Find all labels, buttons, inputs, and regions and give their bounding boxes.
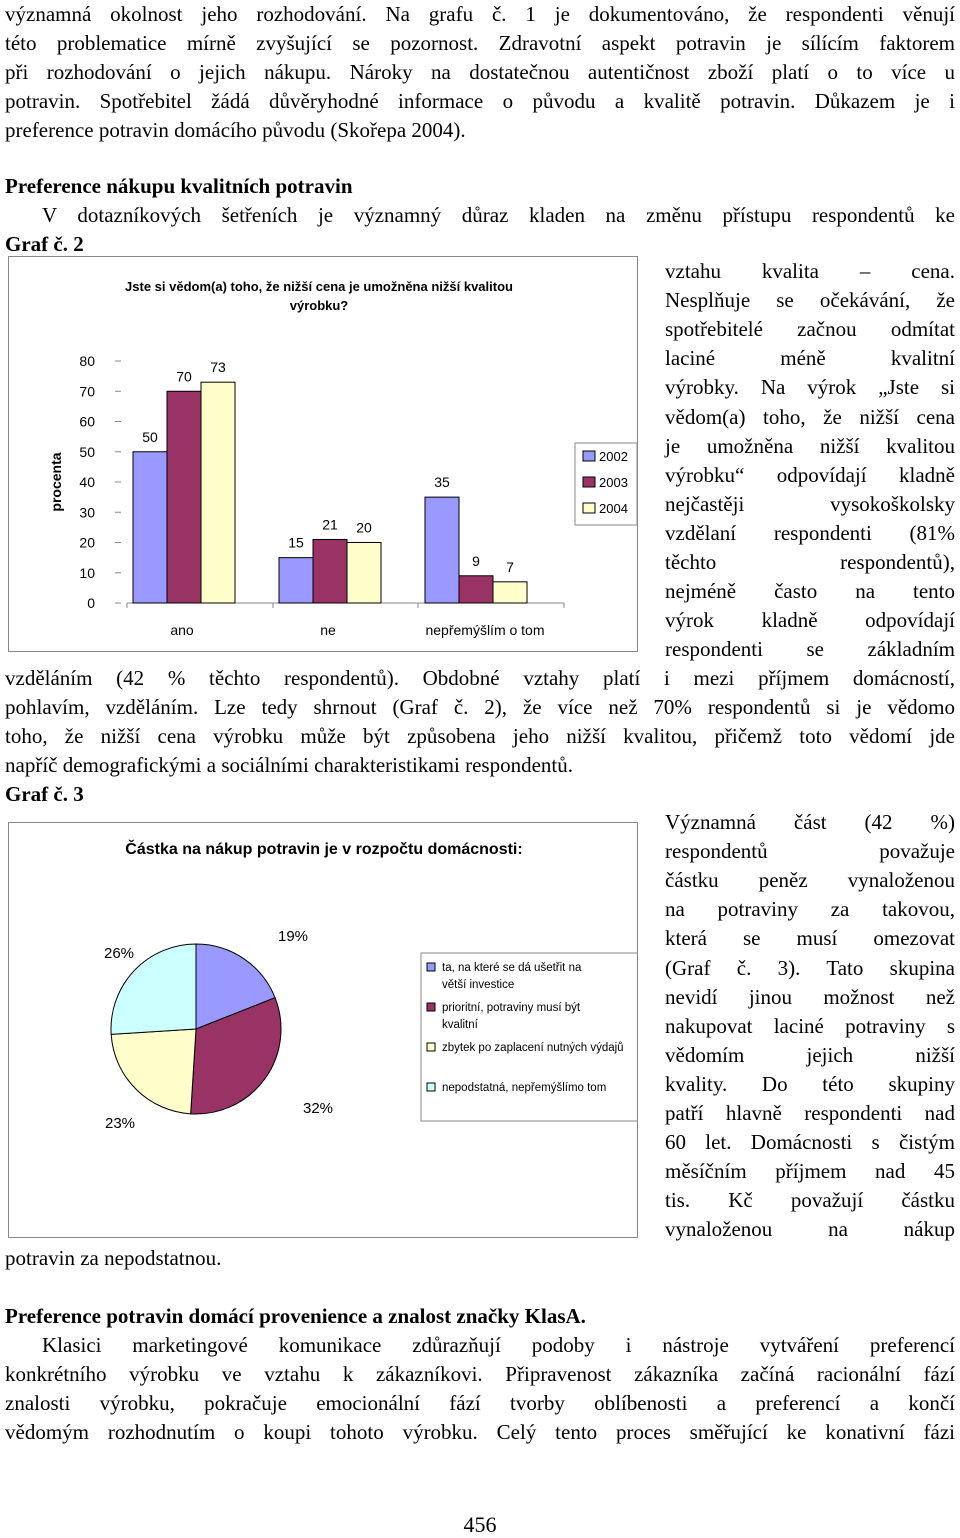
side-text-line: je umožněna nižší kvalitou [665, 433, 955, 458]
side-text-line: nejméně často na tento [665, 579, 955, 604]
legend-label: 2004 [599, 501, 628, 516]
slice-label: 19% [277, 928, 309, 945]
paragraph-line: potravin. Spotřebitel žádá důvěryhodné informace o původu a kvalitě potravin. Důkazem je i [5, 89, 955, 113]
side-text-line: 60 let. Domácnosti s čistým [665, 1130, 955, 1155]
side-text-line: vědomím jejich nižší [665, 1042, 955, 1067]
chart-title: Částka na nákup potravin je v rozpočtu domácnosti: [125, 841, 523, 858]
legend-swatch [427, 1083, 435, 1091]
side-text-line: tis. Kč považují částku [665, 1188, 955, 1213]
y-tick-label: 20 [79, 534, 95, 551]
y-axis-label: procenta [48, 452, 64, 512]
paragraph-line: toho, že nižší cena výrobku může být způsobena jeho nižší kvalitou, přičemž toto vědomí jde [5, 724, 955, 748]
side-text-line: vzdělaní respondenti (81% [665, 520, 955, 545]
paragraph-line: napříč demografickými a sociálními charakteristikami respondentů. [5, 753, 573, 777]
side-text-line: měsíčním příjmem nad 45 [665, 1159, 955, 1184]
data-label: 20 [356, 519, 372, 536]
side-text-line: na potraviny za takovou, [665, 897, 955, 922]
data-label: 50 [142, 428, 158, 445]
side-text-line: vědom(a) toho, že nižší cena [665, 404, 955, 429]
paragraph-line: významná okolnost jeho rozhodování. Na grafu č. 1 je dokumentováno, že respondenti věnují [5, 2, 955, 26]
legend-swatch [583, 503, 595, 513]
legend-label: nepodstatná, nepřemýšlímo tom [442, 1082, 607, 1094]
legend-label: 2003 [599, 475, 628, 490]
data-label: 21 [322, 516, 338, 533]
y-tick-label: 50 [79, 443, 95, 460]
y-tick-label: 40 [79, 474, 95, 490]
side-text-line: respondentů považuje [665, 839, 955, 864]
page-number: 456 [463, 1512, 497, 1537]
slice-label: 26% [103, 945, 135, 962]
x-category-label: nepřemýšlím o tom [425, 622, 545, 638]
section-heading: Preference nákupu kvalitních potravin [5, 174, 353, 198]
paragraph-line: preference potravin domácího původu (Skořepa 2004). [5, 118, 466, 142]
graf2-label: Graf č. 2 [5, 232, 84, 256]
side-text-line: Významná část (42 %) [665, 810, 955, 834]
paragraph-line: potravin za nepodstatnou. [5, 1246, 222, 1270]
legend-swatch [427, 1003, 435, 1011]
data-label: 70 [176, 368, 192, 385]
pie-chart-box [8, 822, 638, 1238]
chart-title: Jste si vědom(a) toho, že nižší cena je umožněna nižší kvalitou [125, 279, 513, 294]
paragraph-line: Klasici marketingové komunikace zdůrazňují podoby i nástroje vytváření preferencí [42, 1333, 955, 1357]
bar [167, 391, 201, 603]
side-text-line: výrobky. Na výrok „Jste si [665, 375, 955, 400]
side-text-line: výrok kladně odpovídají [665, 608, 955, 633]
bar [425, 497, 459, 603]
chart-title: výrobku? [289, 298, 349, 313]
side-text-line: která se musí omezovat [665, 926, 955, 951]
bar-chart [9, 257, 637, 651]
paragraph-line: vzděláním (42 % těchto respondentů). Obdobné vztahy platí i mezi příjmem domácností, [5, 666, 955, 690]
paragraph-line: při rozhodování o jejich nákupu. Nároky na dostatečnou autentičnost zboží platí o to více u [5, 60, 955, 84]
side-text-line: nakupovat laciné potraviny s [665, 1013, 955, 1038]
legend-swatch [427, 1043, 435, 1051]
side-text-line: patří hlavně respondenti nad [665, 1101, 955, 1125]
bar [347, 543, 381, 604]
legend-label: větší investice [442, 979, 515, 991]
bar [201, 382, 235, 603]
y-tick-label: 60 [79, 413, 95, 430]
bar [313, 539, 347, 603]
legend-swatch [583, 477, 595, 487]
data-label: 7 [506, 558, 514, 575]
legend-label: 2002 [599, 449, 628, 464]
y-tick-label: 70 [79, 383, 95, 400]
side-text-line: kvality. Do této skupiny [665, 1071, 955, 1096]
legend-label: zbytek po zaplacení nutných výdajů [442, 1042, 624, 1054]
data-label: 35 [434, 474, 450, 491]
paragraph-line: znalosti výrobku, pokračuje emocionální fází tvorby oblíbenosti a preferencí a končí [5, 1391, 955, 1415]
y-tick-label: 0 [87, 595, 95, 611]
slice-label: 23% [104, 1115, 136, 1132]
paragraph-line: pohlavím, vzděláním. Lze tedy shrnout (Graf č. 2), že více než 70% respondentů si je vědomo [5, 695, 955, 719]
data-label: 73 [210, 359, 226, 376]
x-category-label: ano [170, 622, 194, 638]
side-text-line: laciné méně kvalitní [665, 346, 955, 371]
side-text-line: nevidí jinou možnost než [665, 984, 955, 1009]
legend-swatch [583, 451, 595, 461]
bar [133, 452, 167, 603]
legend-label: prioritní, potraviny musí být [442, 1002, 581, 1014]
bar [493, 582, 527, 603]
bar [459, 576, 493, 603]
side-text-line: Nesplňuje se očekávání, že [665, 288, 955, 313]
side-text-line: nejčastěji vysokoškolsky [665, 491, 955, 516]
legend-swatch [427, 963, 435, 971]
slice-label: 32% [302, 1100, 334, 1117]
side-text-line: výrobku“ odpovídají kladně [665, 462, 955, 487]
y-tick-label: 30 [79, 504, 95, 521]
x-category-label: ne [320, 622, 336, 638]
side-text-line: těchto respondentů), [665, 550, 955, 574]
side-text-line: vztahu kvalita – cena. [665, 259, 955, 283]
y-tick-label: 80 [79, 353, 95, 369]
legend-label: kvalitní [442, 1019, 478, 1031]
data-label: 9 [472, 552, 480, 569]
side-text-line: spotřebitelé začnou odmítat [665, 317, 955, 342]
bar [279, 558, 313, 603]
bar-chart-box [8, 256, 638, 652]
paragraph-line: této problematice mírně zvyšující se pozornost. Zdravotní aspekt potravin je sílícím faktorem [5, 31, 955, 55]
side-text-line: částku peněz vynaloženou [665, 868, 955, 893]
paragraph-line: vědomým rozhodnutím o koupi tohoto výrobku. Celý tento proces směřující ke konativní fázi [5, 1420, 955, 1444]
pie-slice [111, 1029, 196, 1114]
graf3-label: Graf č. 3 [5, 782, 84, 806]
section-heading: Preference potravin domácí provenience a znalost značky KlasA. [5, 1304, 586, 1328]
data-label: 15 [288, 534, 304, 551]
side-text-line: (Graf č. 3). Tato skupina [665, 955, 955, 980]
side-text-line: respondenti se základním [665, 637, 955, 662]
paragraph-line: konkrétního výrobku ve vztahu k zákazníkovi. Připravenost zákazníka začíná racionální fází [5, 1362, 955, 1386]
pie-chart [9, 823, 637, 1237]
paragraph-line: V dotazníkových šetřeních je významný důraz kladen na změnu přístupu respondentů ke [42, 203, 955, 227]
side-text-line: vynaloženou na nákup [665, 1217, 955, 1242]
legend-label: ta, na které se dá ušetřit na [442, 962, 582, 974]
y-tick-label: 10 [79, 564, 95, 581]
